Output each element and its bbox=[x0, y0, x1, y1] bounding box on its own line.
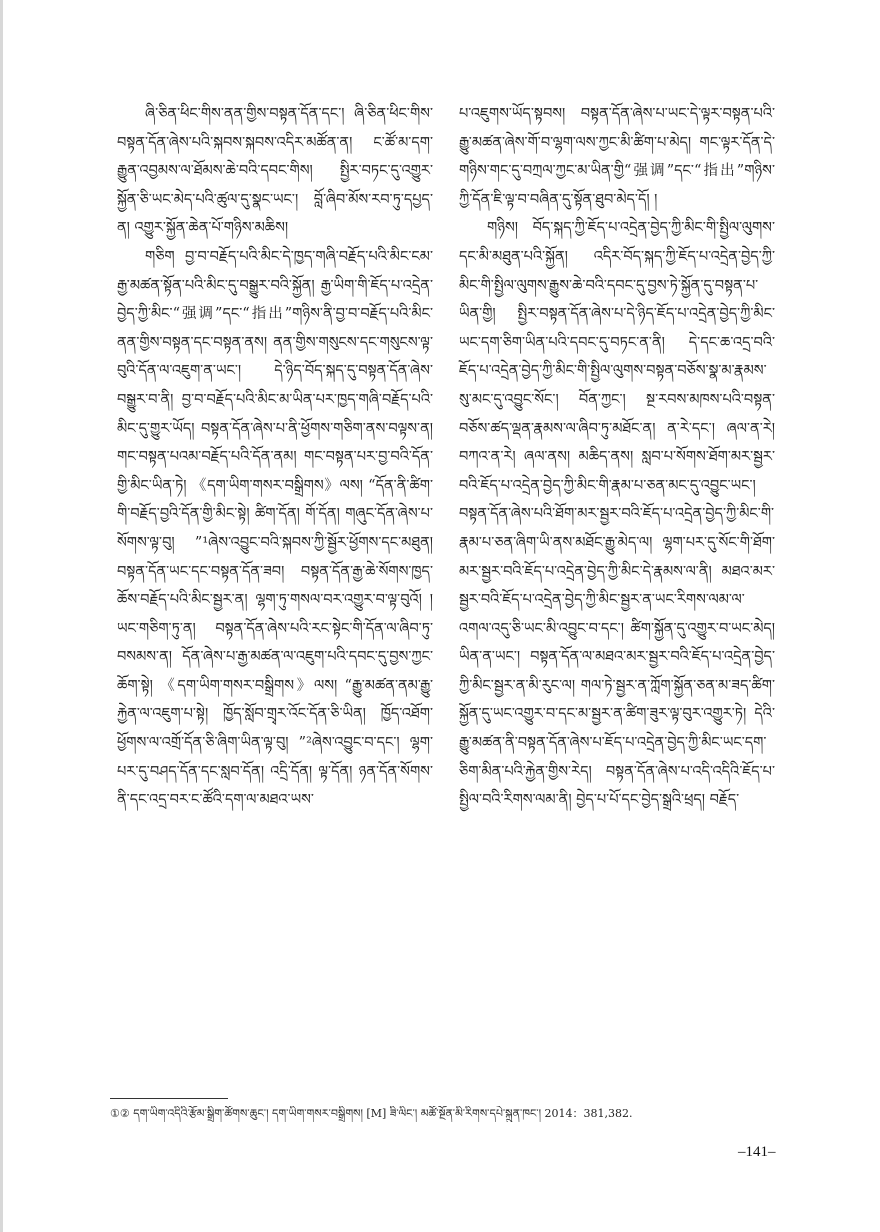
right-column bbox=[459, 100, 775, 815]
paragraph: གཉིས། བོད་སྐད་ཀྱི་ཇོད་པ་འདྲེན་བྱེད་ཀྱི་མིང་གི་སྤྱིལ་ལུགས་དང་མི་མཐུན་པའི་སྐྱོན། འདིར་བོད་སྐད་ཀྱི་ཇོད་པ་འདྲེན་བྱེད་ཀྱི་མིང་གི་སྤྱིལ་ལུགས་རྒྱུས་ཆེ་བའི་དབང་དུ་བྱས་ཏེ་སྐྱོན་དུ་བསྟན་པ་ཡིན་གྱི། སྤྱིར་བསྟན་དོན་ཞེས་པ་དེ་ཉིད་ཇོད་པ་འདྲེན་བྱེད་ཀྱི་མིང་ཡང་དག་ཅིག་ཡིན་པའི་དབང་དུ་བཏང་ན་ནི། དེ་དང་ཆ་འདྲ་བའི་ཇོད་པ་འདྲེན་བྱེད་ཀྱི་མིང་གི་སྤྱིལ་ལུགས་བསྟན་བཅོས་སྣ་མ་རྣམས་སུ་མང་དུ་འབྱུང་སོང་། བོན་ཀྱང་། སྔ་རབས་མཁས་པའི་བསྟན་བཅོས་ཚད་ལྡན་རྣམས་ལ་ཞིབ་ཏུ་མཐོང་ན། ན་རེ་དང་། ཞལ་ན་རེ། བཀའ་ན་རེ། ཞལ་ནས། མཆིད་ནས། སླབ་པ་སོགས་ཐོག་མར་སྦྱར་བའི་ཇོད་པ་འདྲེན་བྱེད་ཀྱི་མིང་གི་རྣམ་པ་ཅན་མང་དུ་འབྱུང་ཡང་། བསྟན་དོན་ཞེས་པའི་ཐོག་མར་སྦྱར་བའི་ཇོད་པ་འདྲེན་བྱེད་ཀྱི་མིང་གི་རྣམ་པ་ཅན་ཞིག་ཡི་ནས་མཐོང་རྒྱུ་མེད་ལ། ལྷག་པར་དུ་སོང་གི་ཐོག་མར་སྦྱར་བའི་ཇོད་པ་འདྲེན་བྱེད་ཀྱི་མིང་དེ་རྣམས་ལ་ནི། མཐའ་མར་སྦྱར་བའི་ཇོད་པ་འདྲེན་བྱེད་ཀྱི་མིང་སྦྱར་ན་ཡང་རིགས་ལམ་ལ་འགལ་འདུ་ཅི་ཡང་མི་འབྱུང་བ་དང་། ཚིག་སྐྱོན་དུ་འགྱུར་བ་ཡང་མེད། ཡིན་ན་ཡང་། བསྟན་དོན་ལ་མཐའ་མར་སྦྱར་བའི་ཇོད་པ་འདྲེན་བྱེད་ཀྱི་མིང་སྦྱར་ན་མི་རུང་ལ། གལ་ཏེ་སྦྱར་ན་ཀློག་སྐྱོན་ཅན་མ་ཟད་ཚིག་སྐྱོན་དུ་ཡང་འགྱུར་བ་དང་མ་སྦྱར་ན་ཚིག་ཟུར་ལྟ་བུར་འགྱུར་ཏེ། དེའི་རྒྱུ་མཚན་ནི་བསྟན་དོན་ཞེས་པ་ཇོད་པ་འདྲེན་བྱེད་ཀྱི་མིང་ཡང་དག་ཅིག་མིན་པའི་རྐྱེན་གྱིས་རེད། བསྟན་དོན་ཞེས་པ་འདི་འདིའི་ཇོད་པ་སྤྱིལ་བའི་རིགས་ལམ་ནི། བྱེད་པ་པོ་དང་བྱེད་སྒྲའི་ཕྲད། བརྗོད་ bbox=[459, 220, 775, 809]
paragraph: གཅིག བྱ་བ་བརྗོད་པའི་མིང་དེ་ཁྱད་གཞི་བརྗོད་པའི་མིང་ངམ་རྒྱ་མཚན་སྟོན་པའི་མིང་དུ་བསྒྱུར་བའི་སྐྱོན། རྒྱ་ཡིག་གི་ཇོད་པ་འདྲེན་བྱེད་ཀྱི་མིང་“强调”དང་“指出”གཉིས་ནི་བྱ་བ་བརྗོད་པའི་མིང་ནན་གྱིས་བསྟན་དང་བསྟན་ནས། ནན་གྱིས་གསུངས་དང་གསུངས་ལྟ་བུའི་དོན་ལ་འཇུག་ན་ཡང་། དེ་ཉིད་བོད་སྐད་དུ་བསྟན་དོན་ཞེས་བསྒྱུར་བ་ནི། བྱ་བ་བརྗོད་པའི་མིང་མ་ཡིན་པར་ཁྱད་གཞི་བརྗོད་པའི་མིང་དུ་གྱུར་ཡོད། བསྟན་དོན་ཞེས་པ་ནི་ཕྱོགས་གཅིག་ནས་བལྟས་ན། གང་བསྟན་པའམ་བརྗོད་པའི་དོན་ནམ། གང་བསྟན་པར་བྱ་བའི་དོན་གྱི་མིང་ཡིན་ཏེ། 《དག་ཡིག་གསར་བསྒྲིགས》ལས། “དོན་ནི་ཚིག་གི་བརྗོད་བྱའི་དོན་གྱི་མིང་སྟེ། ཚིག་དོན། གོ་དོན། གཞུང་དོན་ཞེས་པ་སོགས་ལྟ་བུ། ”¹ཞེས་འབྱུང་བའི་སྐབས་ཀྱི་སྦྱོར་ཕྱོགས་དང་མཐུན། བསྟན་དོན་ཡང་དང་བསྟན་དོན་ཟབ། བསྟན་དོན་རྒྱ་ཆེ་སོགས་ཁྱད་ཆོས་བརྗོད་པའི་མིང་སྦྱར་ན། ལྷག་ཏུ་གསལ་བར་འགྱུར་བ་ལྟ་བུའོ། །ཡང་གཅིག་ཏུ་ན། བསྟན་དོན་ཞེས་པའི་རང་སྟེང་གི་དོན་ལ་ཞིབ་ཏུ་བསམས་ན། དོན་ཞེས་པ་རྒྱ་མཚན་ལ་འཇུག་པའི་དབང་དུ་བྱས་ཀྱང་ཆོག་སྟེ། 《དག་ཡིག་གསར་བསྒྲིགས》ལས། “རྒྱུ་མཚན་ནམ་རྒྱུ་རྐྱེན་ལ་འཇུག་པ་སྟེ། ཁྱོད་སློབ་གྲྭར་འོང་དོན་ཅི་ཡིན། ཁྱོད་འཐོག་ཕྱོགས་ལ་འགྲོ་དོན་ཅི་ཞིག་ཡིན་ལྟ་བུ། ”²ཞེས་འབྱུང་བ་དང་། ལྷག་པར་དུ་བཤད་དོན་དང་སླབ་དོན། འདྲི་དོན། ལྟ་དོན། ཉན་དོན་སོགས་ནི་དང་འདྲ་བར་ང་ཚོའི་དག་ལ་མཐའ་ཡས་ bbox=[117, 248, 433, 809]
left-column bbox=[117, 100, 433, 815]
page-number: –141– bbox=[738, 1144, 776, 1160]
footnote-divider bbox=[110, 1098, 228, 1099]
paragraph: པ་འཇུགས་ཡོད་སྟབས། བསྟན་དོན་ཞེས་པ་ཡང་དེ་ལྟར་བསྟན་པའི་རྒྱུ་མཚན་ཞེས་གོ་བ་ལྷག་ལས་ཀྱང་མི་ཚིག་པ་མེད། གང་ལྟར་དོན་དེ་གཉིས་གང་དུ་བཀྲལ་ཀྱང་མ་ཡིན་གྱི“强调”དང་“指出”གཉིས་ཀྱི་དོན་ཇི་ལྟ་བ་བཞིན་དུ་སྟོན་ཐུབ་མེད་དོ། ། bbox=[459, 106, 775, 208]
paragraph: ཞི་ཅིན་ཕིང་གིས་ནན་གྱིས་བསྟན་དོན་དང་། ཞི་ཅིན་ཕིང་གིས་བསྟན་དོན་ཞེས་པའི་སྐབས་སྐབས་འདིར་མཚོན་ན། ང་ཚོ་མ་དག་རྒྱུན་འབྱམས་ལ་ཐོམས་ཆེ་བའི་དབང་གིས། སྤྱིར་བཏང་དུ་འགྱུར་སྐྱོན་ཅི་ཡང་མེད་པའི་ཚུལ་དུ་སྣང་ཡང་། བློ་ཞིབ་མོས་རབ་ཏུ་དཔྱད་ན། འགྱུར་སྐྱོན་ཆེན་པོ་གཉིས་མཆིས། bbox=[117, 106, 433, 237]
footnote: ①② དག་ཡིག་འདིའི་རྩོམ་སྒྲིག་ཚོགས་ཆུང་། དག་ཡིག་གསར་བསྒྲིགས། [M] ཟི་ལིང་། མཚོ་སྔོན་མི་རིགས་དཔེ་སྐྲུན་ཁང་། 2014：381,382. bbox=[110, 1107, 633, 1120]
page-edge bbox=[0, 0, 3, 1232]
